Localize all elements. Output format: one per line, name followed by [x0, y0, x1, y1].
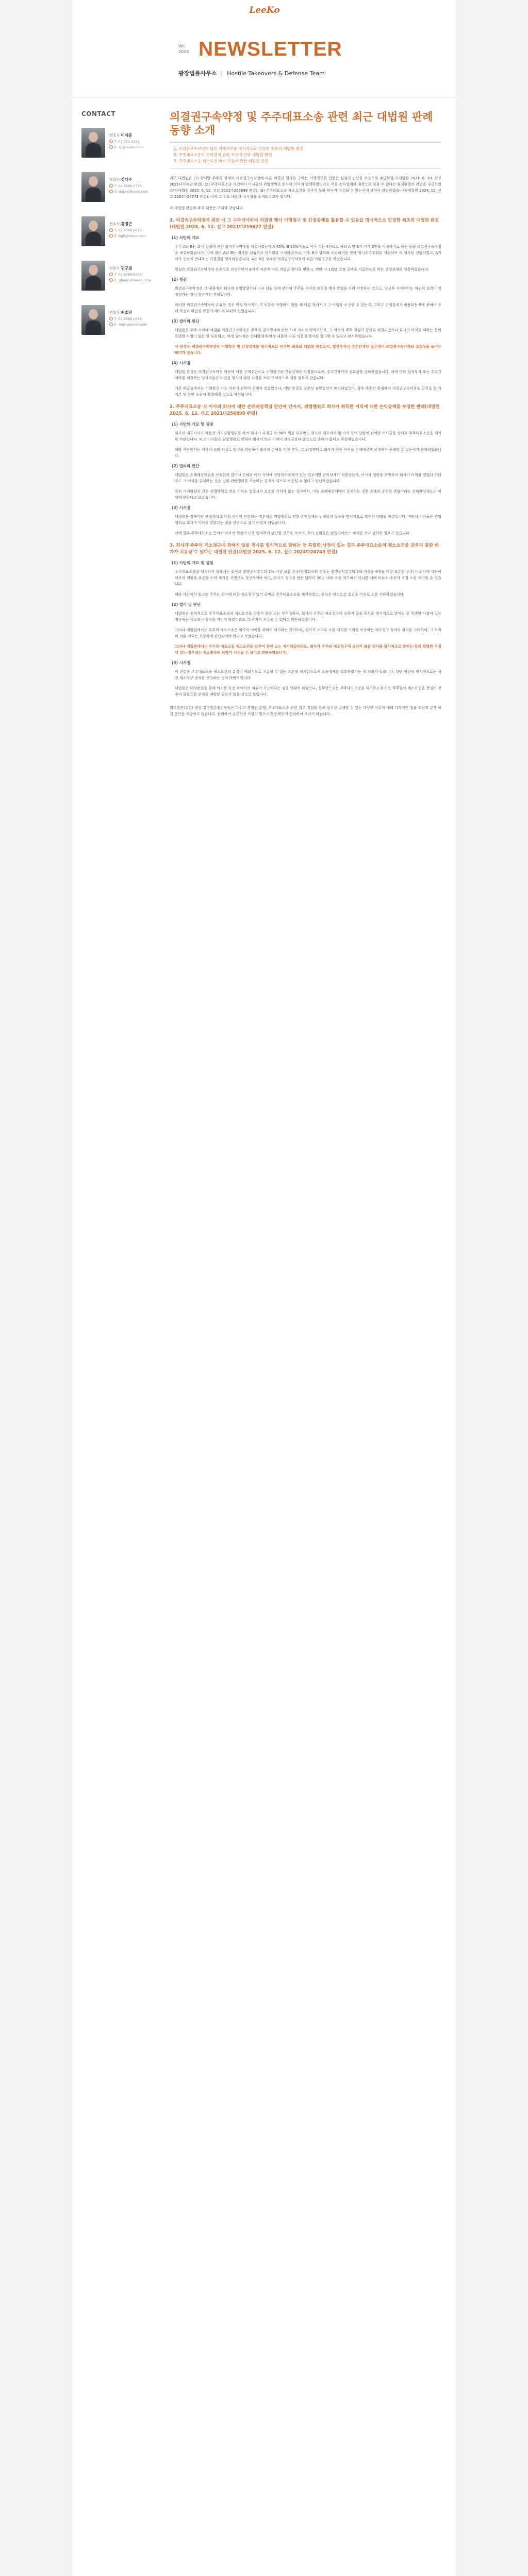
firm-logo[interactable]: LeeKo [249, 5, 280, 15]
lawyer-card [81, 216, 162, 246]
lawyer-info [109, 172, 148, 202]
section-heading: 2. 주주대표소송 시 이사의 회사에 대한 손해배상책임 판단에 있어서, 위법행위로 회사가 취득한 이익에 대한 손익상계를 부정한 판례(대법원 2025. 6. 12. 선고 2021다256898 판결) [170, 404, 440, 416]
lawyer-email[interactable] [109, 189, 148, 195]
lawyer-phone-text: T. 02.6386.6394 [114, 273, 142, 277]
paragraph: 이 판결은 주주대표소송 제소요건의 흠결이 예외적으로 치유될 수 있는 요건을 제시함으로써 소송경제를 도모하였다는 데 의의가 있습니다. 다만 여전히 원칙적으로는 사전 제소청구 절차를 준수하는 것이 바람직합니다. [175, 670, 441, 680]
subsection-heading: (2) 쟁점 [172, 277, 187, 282]
lawyer-name: 권구범 [121, 266, 133, 270]
lawyer-photo [81, 261, 105, 291]
lawyer-role: 변호사 [109, 311, 120, 315]
toc-item[interactable]: 1. 의결권구속약정에 따른 이행의무를 명시적으로 인정한 최초의 대법원 판결 [174, 146, 303, 151]
mail-icon [109, 278, 113, 282]
main-content [162, 103, 456, 733]
phone-icon [109, 140, 113, 143]
lawyer-name-line [109, 309, 147, 316]
lawyer-phone[interactable] [109, 272, 151, 278]
paragraph: 대법원은 원칙적으로 주주대표소송의 제소요건을 갖추지 못한 소는 부적법하나, 회사가 주주의 제소청구에 응하지 않을 의사를 명시적으로 밝히는 등 특별한 사정이 있는 경우에는 제소청구 절차를 거치지 않았더라도 그 하자가 치유될 수 있다고 판단하였습니다. [175, 612, 441, 622]
subsection-heading: (1) 사안의 개요 및 쟁점 [172, 561, 213, 565]
newsletter-page [72, 0, 456, 2576]
vol-text: Vol. [178, 44, 186, 48]
lawyer-name-line [109, 176, 148, 183]
paragraph: 대법원은 경제적인 관점에서 회사의 이익이 인정되는 경우에도 위법행위로 인한 손익상계는 인정되지 않음을 명시적으로 확인한 대법원 판결입니다. 따라서 이사들은 위법행위로 회사가 이익을 얻었다는 점을 항변으로 삼기 어렵게 되었습니다. [175, 515, 441, 525]
lawyer-photo [81, 172, 105, 202]
phone-icon [109, 317, 113, 320]
lawyer-phone-text: T. 02.772.4322 [114, 140, 140, 144]
lawyer-phone[interactable] [109, 183, 148, 189]
sections [170, 217, 441, 698]
vol-year: 2023 [178, 49, 189, 54]
subsection-heading: (1) 사안의 개요 [172, 235, 200, 240]
lawyer-name-line [109, 132, 143, 139]
closing-paragraph: 법무법인(유한) 광장 경영권분쟁전담팀은 다수의 경영권 분쟁, 주주대표소송 관련 업무 경험을 통해 실무상 발생할 수 있는 다양한 이슈에 대해 다각적인 법률 조언과 분쟁 해결 방안을 제공하고 있습니다. 관련하여 궁금하신 사항이 있으시면 언제든지 연락하여 주시기 바랍니다. [170, 706, 441, 716]
contact-title: CONTACT [81, 110, 116, 117]
newsletter-title: NEWSLETTER [199, 38, 342, 60]
volume-label [178, 43, 189, 55]
lawyer-email-text: E. dajoo@leeko.com [114, 190, 148, 194]
lawyer-photo [81, 216, 105, 246]
paragraph: 대법원은 대상판결을 통해 이러한 요건 하에서의 치유가 가능하다는 점을 명확히 하였으나, 실무상으로는 주주대표소송을 제기하고자 하는 주주들이 제소요건을 충실히 갖추어 불필요한 분쟁을 예방할 필요가 있을 것으로 보입니다. [175, 686, 441, 697]
lawyer-phone[interactable] [109, 228, 145, 233]
header [72, 0, 456, 103]
paragraph: 대법원 판결은 의결권구속약정 위반에 대한 구제수단으로 이행청구와 간접강제를 인정함으로써, 주주간계약의 실효성을 강화하였습니다. 이에 따라 합작투자 또는 주주간계약을 체결하는 당사자들은 의결권 행사에 관한 약정을 보다 구체적으로 정할 필요가 있습니다. [175, 370, 441, 380]
section-heading: 1. 의결권구속약정에 위반 시 그 구속이사와의 의결권 행사 이행청구 및 간접강제를 활용할 수 있음을 명시적으로 인정한 최초의 대법원 판결(대법원 2025. 6. 12. 선고 2021다219677 판결) [170, 218, 439, 230]
lawyer-name: 최호진 [121, 310, 133, 315]
lawyer-name-line [109, 265, 151, 272]
lawyer-name: 홍정근 [121, 222, 133, 226]
mail-icon [109, 190, 113, 193]
paragraph: 대법원은 손해배상책임을 산정함에 있어서 손해와 이익 사이에 상당인과관계가 있는 경우에만 손익상계가 허용되는데, 이사가 법령을 위반하여 회사가 이익을 얻었다 하더라도 그 이익을 공제하는 것은 법령 위반행위를 조장하는 결과가 되므로 허용될 수 없다고 판단하였습니다. [175, 473, 441, 483]
subsection-heading: (2) 법리 및 판단 [172, 602, 201, 607]
paragraph: 특히 가격담합과 같은 위법행위로 얻은 이익은 법질서가 보호할 가치가 없는 것이어서, 이를 손해배상액에서 공제하는 것은 손해의 공평한 분담이라는 손해배상제도의 이념에 반한다고 보았습니다. [175, 489, 441, 500]
contact-sidebar [72, 103, 162, 733]
lawyer-phone-text: T. 02.6386.0776 [114, 184, 142, 188]
lawyer-info [109, 128, 143, 158]
subsection-heading: (2) 법리와 판단 [172, 464, 200, 468]
paragraph: 기존 하급심에서는 이행청구 가능 여부에 관하여 견해가 엇갈렸으나, 이번 판결로 실무상 불확실성이 해소되었으며, 향후 주주간 분쟁에서 의결권구속약정을 근거로 한 가처분 및 본안 소송이 활발해질 것으로 예상됩니다. [175, 386, 441, 397]
toc-item[interactable]: 3. 주주대표소송 제소요건 미비 치유에 관한 대법원 판결 [174, 159, 269, 163]
lawyer-phone[interactable] [109, 316, 147, 322]
lawyer-photo [81, 128, 105, 158]
section-heading: 3. 회사가 주주의 제소청구에 회하지 않을 의사를 명시적으로 밝히는 등 특별한 사정이 있는 경우 주주대표소송의 제소요건을 갖추지 못한 하자가 치유될 수 있다는 대법원 판결(대법원 2025. 6. 12. 선고 2024다24743 판결) [170, 543, 439, 555]
lawyer-role: 변호사 [109, 178, 120, 182]
phone-icon [109, 228, 113, 232]
lawyer-email[interactable] [109, 233, 145, 239]
lawyer-card [81, 128, 162, 158]
lawyer-name: 이세중 [121, 133, 133, 138]
toc-item[interactable]: 2. 주주대표소송의 손익상계 법리 적용에 관한 대법원 판결 [174, 152, 272, 157]
paragraph: 해당 사안에서는 이사가 고의·과실로 법령을 위반하여 회사에 손해를 끼친 경우, 그 위법행위로 회사가 얻은 이익을 손해배상액 산정에서 공제할 수 있는지가 문제되었습니다. [175, 448, 441, 458]
lawyer-name: 정다주 [121, 177, 133, 182]
paragraph: 이에 향후 주주대표소송 등에서 이사의 책임이 더욱 엄격하게 판단될 것으로 보이며, 회사 임원들은 컴플라이언스 체계를 보다 강화할 필요가 있습니다. [175, 531, 410, 535]
lawyer-phone[interactable] [109, 139, 143, 145]
firm-name: 광장법률사무소 [178, 70, 217, 77]
paragraph: 해당 사안에서 원고인 주주는 회사에 대한 제소청구 없이 곧바로 주주대표소송을 제기하였고, 원심은 제소요건 흠결을 이유로 소를 각하하였습니다. [175, 592, 405, 597]
mail-icon [109, 323, 113, 326]
lawyer-role: 변호사 [109, 133, 120, 138]
lawyer-phone-text: T. 02.6386.6614 [114, 228, 142, 232]
paragraph: 그러나 대법원에서는 주주의 대표소송은 회사의 이익을 위하여 제기하는 것이므로, 회사가 스스로 소를 제기할 기회를 보장하는 제소청구 절차의 취지를 고려하여, 그 하자의 치유 여부는 신중하게 판단되어야 한다고 보았습니다. [175, 628, 441, 638]
lawyer-list [81, 128, 162, 335]
lawyer-role: 변호사 [109, 222, 120, 226]
table-of-contents [170, 142, 441, 169]
phone-icon [109, 273, 113, 276]
lawyer-info [109, 216, 145, 246]
lawyer-email[interactable] [109, 322, 147, 328]
paragraph: 주주 A와 B는 회사 설립에 관한 합작투자약정을 체결하였는데 A 45%, B 55%비율로 이사 수는 4인으로 하되 A 및 B가 각각 2인을 지정하기로 하는 등을 의결권구속약정을 체결하였습니다. 이에 따라 A와 B는 회사를 설립하고 이사회를 구성하였으나, 이후 B가 합의와 소집하거를 받아 임시주주총회를 개최하여 새 이사를 선임하였고, A가 이사 선임에 반대하는 의결권을 행사하였습니다. A는 B를 상대로 의결권구속약정에 따른 이행청구를 하였습니다. [175, 245, 441, 261]
paragraph: 주주대표소송을 제기하기 위해서는 회사의 발행주식총수의 1% 이상 보유 주주(상장회사의 경우는 발행주식총수의 1% 이상을 6개월 이상 보유한 주주)가 회사에 대하여 이사의 책임을 추궁할 소의 제기를 서면으로 청구하여야 하고, 회사가 청구를 받은 날부터 30일 내에 소를 제기하지 아니한 때에 비로소 주주가 직접 소를 제기할 수 있습니다. [175, 570, 441, 586]
subsection-heading: (1) 사안의 개요 및 쟁점 [172, 422, 213, 427]
lawyer-card [81, 172, 162, 202]
divider: | [221, 70, 223, 77]
lawyer-card [81, 261, 162, 291]
lawyer-info [109, 305, 147, 335]
subsection-heading: (3) 법리와 판단 [172, 319, 200, 324]
subsection-heading: (4) 시사점 [172, 361, 191, 365]
paragraph: 의결권구속약정은 그 내용에서 회사의 운영방향이나 이사 선임 등에 관하여 주주들 사이의 의결권 행사 방법을 미리 약정하는 것으로, 당사자 사이에서는 채권적 효력이 인정된다는 것이 일반적인 견해입니다. [175, 286, 441, 297]
body [72, 103, 456, 733]
lawyer-email-text: E. gbeom@leeko.com [114, 278, 151, 282]
lawyer-email[interactable] [109, 278, 151, 283]
intro-paragraph-2: 각 대법원 판결의 주요 내용은 아래와 같습니다. [170, 206, 244, 210]
lawyer-phone-text: T. 02.6386.0648 [114, 317, 142, 321]
lawyer-email-text: E. sjl@leeko.com [114, 145, 143, 149]
paragraph: 회사의 대표이사가 제품의 가격담합행위를 하여 회사가 과징금 약 90억 원을 부과받고 회사의 대표이사 및 이사 등이 담합에 관여한 이사들을 상대로 주주대표소송을 제기한 사안입니다. 피고 이사들은 담합행위로 인하여 회사가 얻은 이익이 과징금보다 많으므로 손해가 없다고 주장하였습니다. [175, 431, 441, 442]
header-subline [178, 69, 325, 77]
practice-name: Hostile Takeovers & Defense Team [227, 70, 325, 77]
lawyer-name-line [109, 221, 145, 228]
subsection-heading: (3) 시사점 [172, 505, 191, 510]
lawyer-info [109, 261, 151, 291]
intro-paragraph: 최근 대법원은 (1) 상대방 주주를 상대로 의결권구속약정에 따른 의결권 행사를 구하는 이행청구를 인용한 원심의 판단을 처음으로 수긍하였고(대법원 2021. 6. 10. 선고 2021다이재판 판결), (2) 주주대표소송 사건에서 이사들의 위법행위로 회사에 이익이 발생하였더라도 이를 손익상계의 대상으로 삼을 수 없다는 원심판결의 판단을 수긍하였으며(대법원 2025. 6. 12. 선고 2021다256898 판결), (3) 주주대표소송 제소요건을 갖추지 못한 하자가 치유될 수 있는지에 관하여 판단하였습니다(대법원 2024. 12. 선고 2024다24743 판결). 이에 그 주요 내용과 시사점을 소개드리고자 합니다. [170, 176, 441, 199]
lawyer-photo [81, 305, 105, 335]
paragraph: 이러한 의결권구속약정이 유효한 경우 약정 당사자가 그 의무를 이행하지 않을 때 다른 당사자가 그 이행을 소구할 수 있는지, 그리고 간접강제가 허용되는지에 관하여 종래 학설과 하급심 판결의 태도가 나뉘어 있었습니다. [175, 303, 441, 313]
lawyer-role: 변호사 [109, 266, 120, 270]
mail-icon [109, 234, 113, 238]
phone-icon [109, 184, 113, 188]
lawyer-email-text: E. hgh@leeko.com [114, 234, 146, 238]
subsection-heading: (3) 시사점 [172, 660, 191, 665]
paragraph: 원심은 의결권구속약정의 유효성을 인정하면서 B에게 약정에 따른 의결권 행사를 명하고, 위반 시 1회당 일정 금액을 지급하도록 하는 간접강제를 인용하였습니다. [175, 267, 430, 272]
highlighted-paragraph: 이 판결은 의결권구속약정의 이행청구 및 간접강제를 명시적으로 인정한 최초의 대법원 판결로서, 합작투자나 주주간계약 실무에서 의결권구속약정의 실효성을 높이는 의미가 있습니다. [175, 345, 441, 355]
mail-icon [109, 145, 113, 149]
paragraph: 대법원은 주주 사이에 체결된 의결권구속약정은 주주의 권리행사에 관한 사적 자치의 영역이므로, 그 약정이 주주 전원의 합의로 체결되었거나 회사의 이익을 해하는 등의 특별한 사정이 없는 한 유효하고, 약정 당사자는 상대방에게 약정 내용에 따른 의결권 행사를 청구할 수 있다고 판시하였습니다. [175, 328, 441, 338]
highlighted-paragraph: 그러나 대법원에서는 주주의 대표소송 제소요건을 갖추지 못한 소는 제기되었더라도, 회사가 주주의 제소청구에 응하지 않을 의사를 명시적으로 밝히는 등의 특별한 사정이 있는 경우에는 제소청구의 하자가 치유될 수 있다고 판단하였습니다. [175, 645, 441, 655]
lawyer-email-text: E. hojin@leeko.com [114, 323, 147, 327]
lawyer-email[interactable] [109, 145, 143, 150]
lawyer-card [81, 305, 162, 335]
article-title: 의결권구속약정 및 주주대표소송 관련 최근 대법원 판례 동향 소개 [170, 111, 433, 137]
